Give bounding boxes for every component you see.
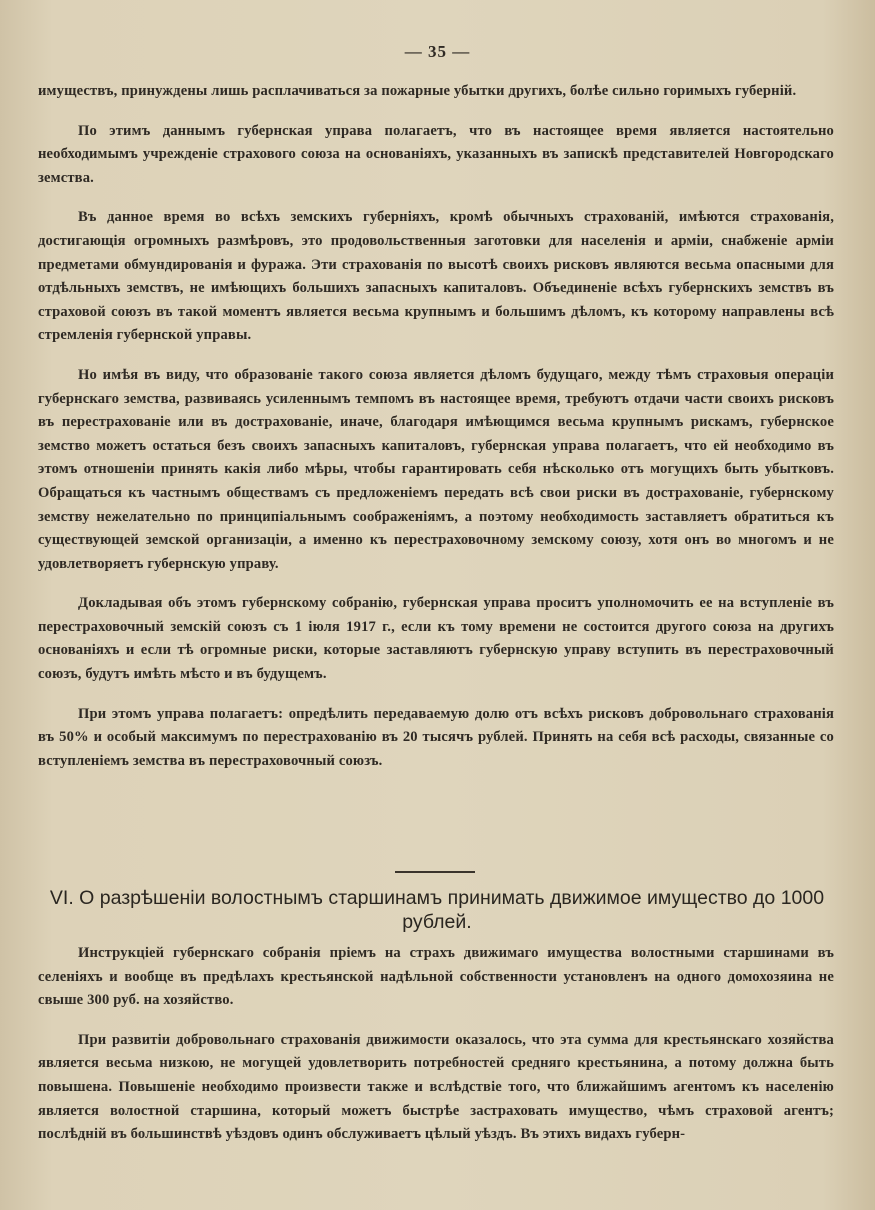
paragraph: имуществъ, принуждены лишь расплачиваться за пожарные убытки другихъ, болѣе сильно горимыхъ губерній. bbox=[38, 83, 797, 99]
body-text-bottom bbox=[38, 942, 834, 1147]
paragraph: Въ данное время во всѣхъ земскихъ губерніяхъ, кромѣ обычныхъ страхованій, имѣются страхованія, достигающія огромныхъ размѣровъ, это продовольственныя заготовки для населенія и арміи, снабженіе арміи предметами обмундированія и фуража. Эти страхованія по высотѣ своихъ рисковъ являются весьма опасными для отдѣльныхъ земствъ, не имѣющихъ большихъ запасныхъ капиталовъ. Объединеніе всѣхъ губернскихъ земствъ въ страховой союзъ въ такой моментъ является весьма крупнымъ и большимъ дѣломъ, къ которому направлены всѣ стремленія губернской управы. bbox=[38, 209, 834, 344]
page-number: — 35 — bbox=[404, 42, 471, 61]
paragraph: Инструкціей губернскаго собранія пріемъ на страхъ движимаго имущества волостными старшинами въ селеніяхъ и вообще въ предѣлахъ крестьянской надѣльной собственности установленъ на одного домохозяина не свыше 300 руб. на хозяйство. bbox=[38, 945, 834, 1009]
section-divider bbox=[395, 871, 475, 873]
paragraph: По этимъ даннымъ губернская управа полагаетъ, что въ настоящее время является настоятельно необходимымъ учрежденіе страхового союза на основаніяхъ, указанныхъ въ запискѣ представителей Новгородскаго земства. bbox=[38, 122, 834, 186]
paragraph: Но имѣя въ виду, что образованіе такого союза является дѣломъ будущаго, между тѣмъ страховыя операціи губернскаго земства, развиваясь усиленнымъ темпомъ въ настоящее время, требуютъ отдачи части своихъ рисковъ въ перестрахованіе или въ дострахованіе, иначе, благодаря имѣющимся весьма крупнымъ рискамъ, губернское земство можетъ остаться безъ своихъ запасныхъ капиталовъ, губернская управа полагаетъ, что ей необходимо въ этомъ отношеніи принять какія либо мѣры, чтобы гарантировать себя нѣсколько отъ могущихъ быть убытковъ. Обращаться къ частнымъ обществамъ съ предложеніемъ передать всѣ свои риски въ дострахованіе, губернскому земству нежелательно по принципіальнымъ соображеніямъ, а поэтому необходимость заставляетъ обратиться къ существующей земской организаціи, а именно къ перестраховочному земскому союзу, хотя онъ во многомъ и не удовлетворяетъ губернскую управу. bbox=[38, 366, 834, 572]
body-text-top bbox=[38, 80, 834, 773]
section-heading: VI. О разрѣшеніи волостнымъ старшинамъ принимать движимое имущество до 1000 рублей. bbox=[49, 887, 825, 933]
paragraph: При развитіи добровольнаго страхованія движимости оказалось, что эта сумма для крестьянскаго хозяйства является весьма низкою, не могущей удовлетворить потребностей средняго крестьянина, а потому должна быть повышена. Повышеніе необходимо произвести также и вслѣдствіе того, что ближайшимъ агентомъ къ населенію является волостной старшина, который можетъ быстрѣе застраховать имущество, чѣмъ страховой агентъ; послѣдній въ большинствѣ уѣздовъ одинъ обслуживаетъ цѣлый уѣздъ. Въ этихъ видахъ губерн- bbox=[38, 1031, 834, 1143]
paragraph: При этомъ управа полагаетъ: опредѣлить передаваемую долю отъ всѣхъ рисковъ добровольнаго страхованія въ 50% и особый максимумъ по перестрахованію въ 20 тысячъ рублей. Принять на себя всѣ расходы, связанные со вступленіемъ земства въ перестраховочный союзъ. bbox=[38, 705, 834, 769]
paragraph: Докладывая объ этомъ губернскому собранію, губернская управа проситъ уполномочить ее на вступленіе въ перестраховочный земскій союзъ съ 1 іюля 1917 г., если къ тому времени не состоится другого союза на другихъ основаніяхъ и если тѣ огромные риски, которые заставляютъ губернскую управу вступить въ перестраховочный союзъ, будутъ имѣть мѣсто и въ будущемъ. bbox=[38, 595, 834, 683]
